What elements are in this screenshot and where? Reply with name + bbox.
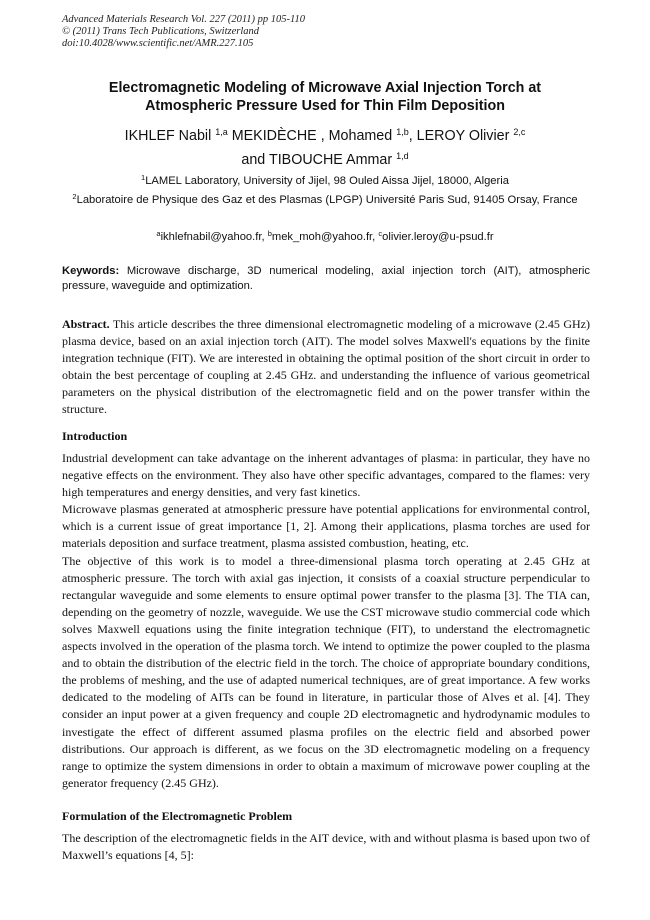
affiliation-2-marker: 2 <box>72 192 77 201</box>
author-tibouche-affil: 1,d <box>396 151 409 161</box>
journal-citation: Advanced Materials Research Vol. 227 (2011) pp 105-110 <box>62 14 306 25</box>
author-leroy-affil: 2,c <box>513 127 526 137</box>
copyright-line: © (2011) Trans Tech Publications, Switzerland <box>62 26 259 37</box>
affiliation-1-text: LAMEL Laboratory, University of Jijel, 98 Ouled Aissa Jijel, 18000, Algeria <box>145 175 509 187</box>
keywords-label: Keywords: <box>62 265 120 277</box>
author-list <box>62 124 588 172</box>
keywords-text: Microwave discharge, 3D numerical modeling, axial injection torch (AIT), atmospheric pressure, waveguide and optimization. <box>62 265 590 292</box>
introduction-paragraph-2: Microwave plasmas generated at atmospheric pressure have potential applications for environmental control, which is a current issue of great importance [1, 2]. Among their applications, plasma torches are used for materials deposition and surface treatment, plasma assisted combustion, heating, etc. <box>62 502 590 551</box>
author-ikhlef: IKHLEF Nabil <box>124 128 216 144</box>
formulation-body <box>62 830 590 864</box>
doi-line: doi:10.4028/www.scientific.net/AMR.227.105 <box>62 38 254 49</box>
email-c: olivier.leroy@u-psud.fr <box>382 231 494 243</box>
email-b: mek_moh@yahoo.fr, <box>271 231 379 243</box>
email-c-marker: c <box>378 229 383 238</box>
keywords-block <box>62 264 590 294</box>
author-line-1 <box>62 124 588 148</box>
author-line-2 <box>62 148 588 172</box>
introduction-paragraph-1: Industrial development can take advantage on the inherent advantages of plasma: in particular, they have no negative effects on the environment. They also have other specific advantages, compared to the flames: very high temperatures and energy densities, and very fast kinetics. <box>62 451 590 500</box>
affiliation-1 <box>62 174 588 189</box>
introduction-body <box>62 450 590 792</box>
author-ikhlef-affil: 1,a <box>215 127 228 137</box>
introduction-heading: Introduction <box>62 429 128 443</box>
paper-title <box>62 79 588 115</box>
introduction-paragraph-3: The objective of this work is to model a three-dimensional plasma torch operating at 2.45 GHz at atmospheric pressure. The torch with axial gas injection, it consists of a coaxial structure perpendicular to rectangular waveguide and some elements to ensure optimal power transfer to the plasma [3]. The TIA can, depending on the geometry of nozzle, waveguide. We use the CST microwave studio commercial code which solves Maxwell equations using the finite integration technique (FIT), to understand the electromagnetic aspects involved in the operation of the plasma torch. We intend to optimize the power coupled to the plasma and to obtain the distribution of the electric field in the torch. The choice of appropriate boundary conditions, the problems of meshing, and the use of adapted numerical techniques, are of great importance. A few works dedicated to the modeling of AITs can be found in literature, in particular those of Alves et al. [4]. They consider an input power at a given frequency and couple 2D electromagnetic and hydrodynamic modules to investigate the effect of different assumed plasma profiles on the electric field and absorbed power distributions. Our approach is different, as we focus on the 3D electromagnetic modeling on a frequency range to optimize the system dimensions in order to obtain a maximum of microwave power coupling at the generator frequency (2.45 GHz). <box>62 553 590 790</box>
email-a-marker: a <box>156 229 161 238</box>
title-line-2: Atmospheric Pressure Used for Thin Film Deposition <box>145 98 505 114</box>
author-mekideche: MEKIDÈCHE , Mohamed <box>227 128 397 144</box>
email-a: ikhlefnabil@yahoo.fr, <box>160 231 268 243</box>
title-line-1: Electromagnetic Modeling of Microwave Axial Injection Torch at <box>108 80 542 96</box>
email-b-marker: b <box>267 229 272 238</box>
author-emails <box>62 230 588 245</box>
abstract-label: Abstract. <box>62 317 110 331</box>
affiliation-2 <box>62 193 588 208</box>
formulation-paragraph-1: The description of the electromagnetic fields in the AIT device, with and without plasma is based upon two of Maxwell’s equations [4, 5]: <box>62 831 590 863</box>
author-leroy: , LEROY Olivier <box>408 128 514 144</box>
formulation-heading: Formulation of the Electromagnetic Problem <box>62 809 293 823</box>
journal-header <box>62 14 462 50</box>
abstract-block <box>62 316 590 419</box>
affiliation-2-text: Laboratoire de Physique des Gaz et des Plasmas (LPGP) Université Paris Sud, 91405 Orsay, France <box>76 194 578 206</box>
author-tibouche: and TIBOUCHE Ammar <box>241 152 397 168</box>
affiliation-1-marker: 1 <box>141 173 146 182</box>
author-mekideche-affil: 1,b <box>396 127 409 137</box>
abstract-text: This article describes the three dimensional electromagnetic modeling of a microwave (2.45 GHz) plasma device, based on an axial injection torch (AIT). The model solves Maxwell's equations by the finite integration technique (FIT). We are interested in obtaining the optimal position of the short circuit in order to obtain the best percentage of coupling at 2.45 GHz. and understanding the influence of various geometrical parameters on the physical distribution of the electromagnetic field and on the power transfer within the structure. <box>62 317 590 417</box>
